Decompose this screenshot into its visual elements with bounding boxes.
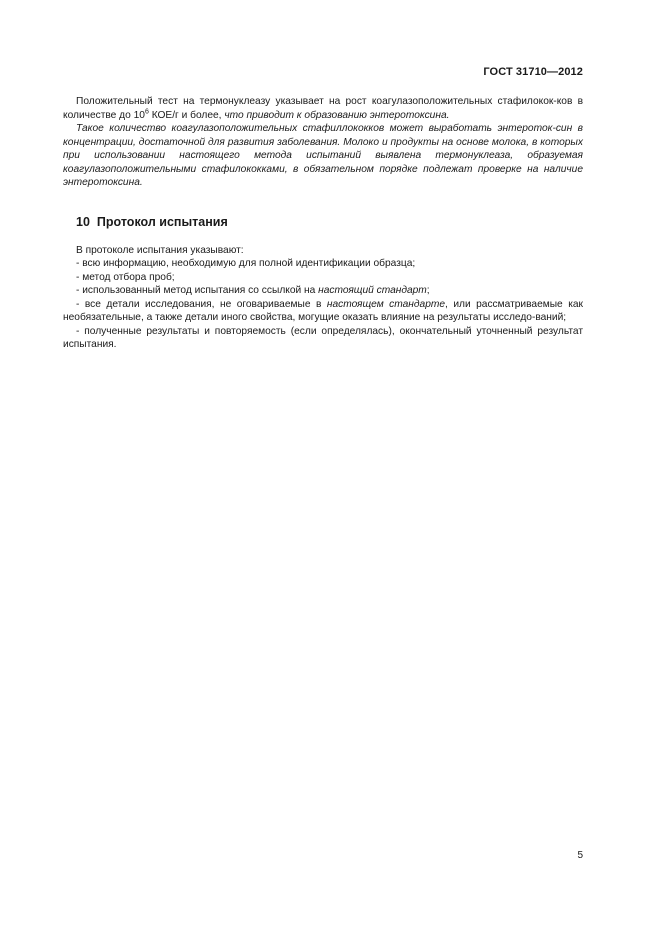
section-title: Протокол испытания [96,214,228,229]
protocol-item-2: - метод отбора проб; [76,271,175,283]
paragraph-termonuclease-test [63,95,583,122]
item4-italic: настоящем стандарте [326,298,446,310]
exponent: 6 [144,108,149,116]
protocol-item-1: - всю информацию, необходимую для полной идентификации образца; [76,258,416,269]
item4-text: - все детали исследования, не оговариваемые в [76,298,327,310]
section-number: 10 [76,214,90,229]
protocol-intro: В протоколе испытания указывают: [76,244,244,256]
protocol-item-4 [63,298,583,325]
page-content [63,95,583,352]
paragraph-enterotoxin-note: Такое количество коагулазоположительных стафиллококков может выработать энтероток-син в концентрации, достаточной для развития заболевания. Молоко и продукты на основе молока, в которых при использовании настоящего метода испытаний выявлена термонуклеаза, образуемая коагулазоположительными стафилококками, в обязательном порядке подлежат проверке на наличие энтеротоксина. [63,123,583,188]
item3-italic: настоящий стандарт [318,285,427,296]
item3-text: - использованный метод испытания со ссылкой на [76,285,319,296]
protocol-item-3 [63,284,583,298]
page-number: 5 [577,850,583,861]
item3-end: ; [426,285,430,296]
para1-text-2: КОЕ/г и более, [148,109,225,121]
item4-end: , или рассматриваемые как необязательные, а также детали иного свойства, могущие оказать влияние на результаты исследо-ваний; [63,298,584,323]
para1-italic: что приводит к образованию энтеротоксина. [224,109,450,121]
section-heading [76,215,583,230]
para1-text-1: Положительный тест на термонуклеазу указывает на рост коагулазоположительных стафилокок-ков в количестве до 10 [63,96,583,121]
protocol-item-5: - полученные результаты и повторяемость (если определялась), окончательный уточненный результат испытания. [63,325,583,350]
document-id: ГОСТ 31710—2012 [483,66,583,78]
